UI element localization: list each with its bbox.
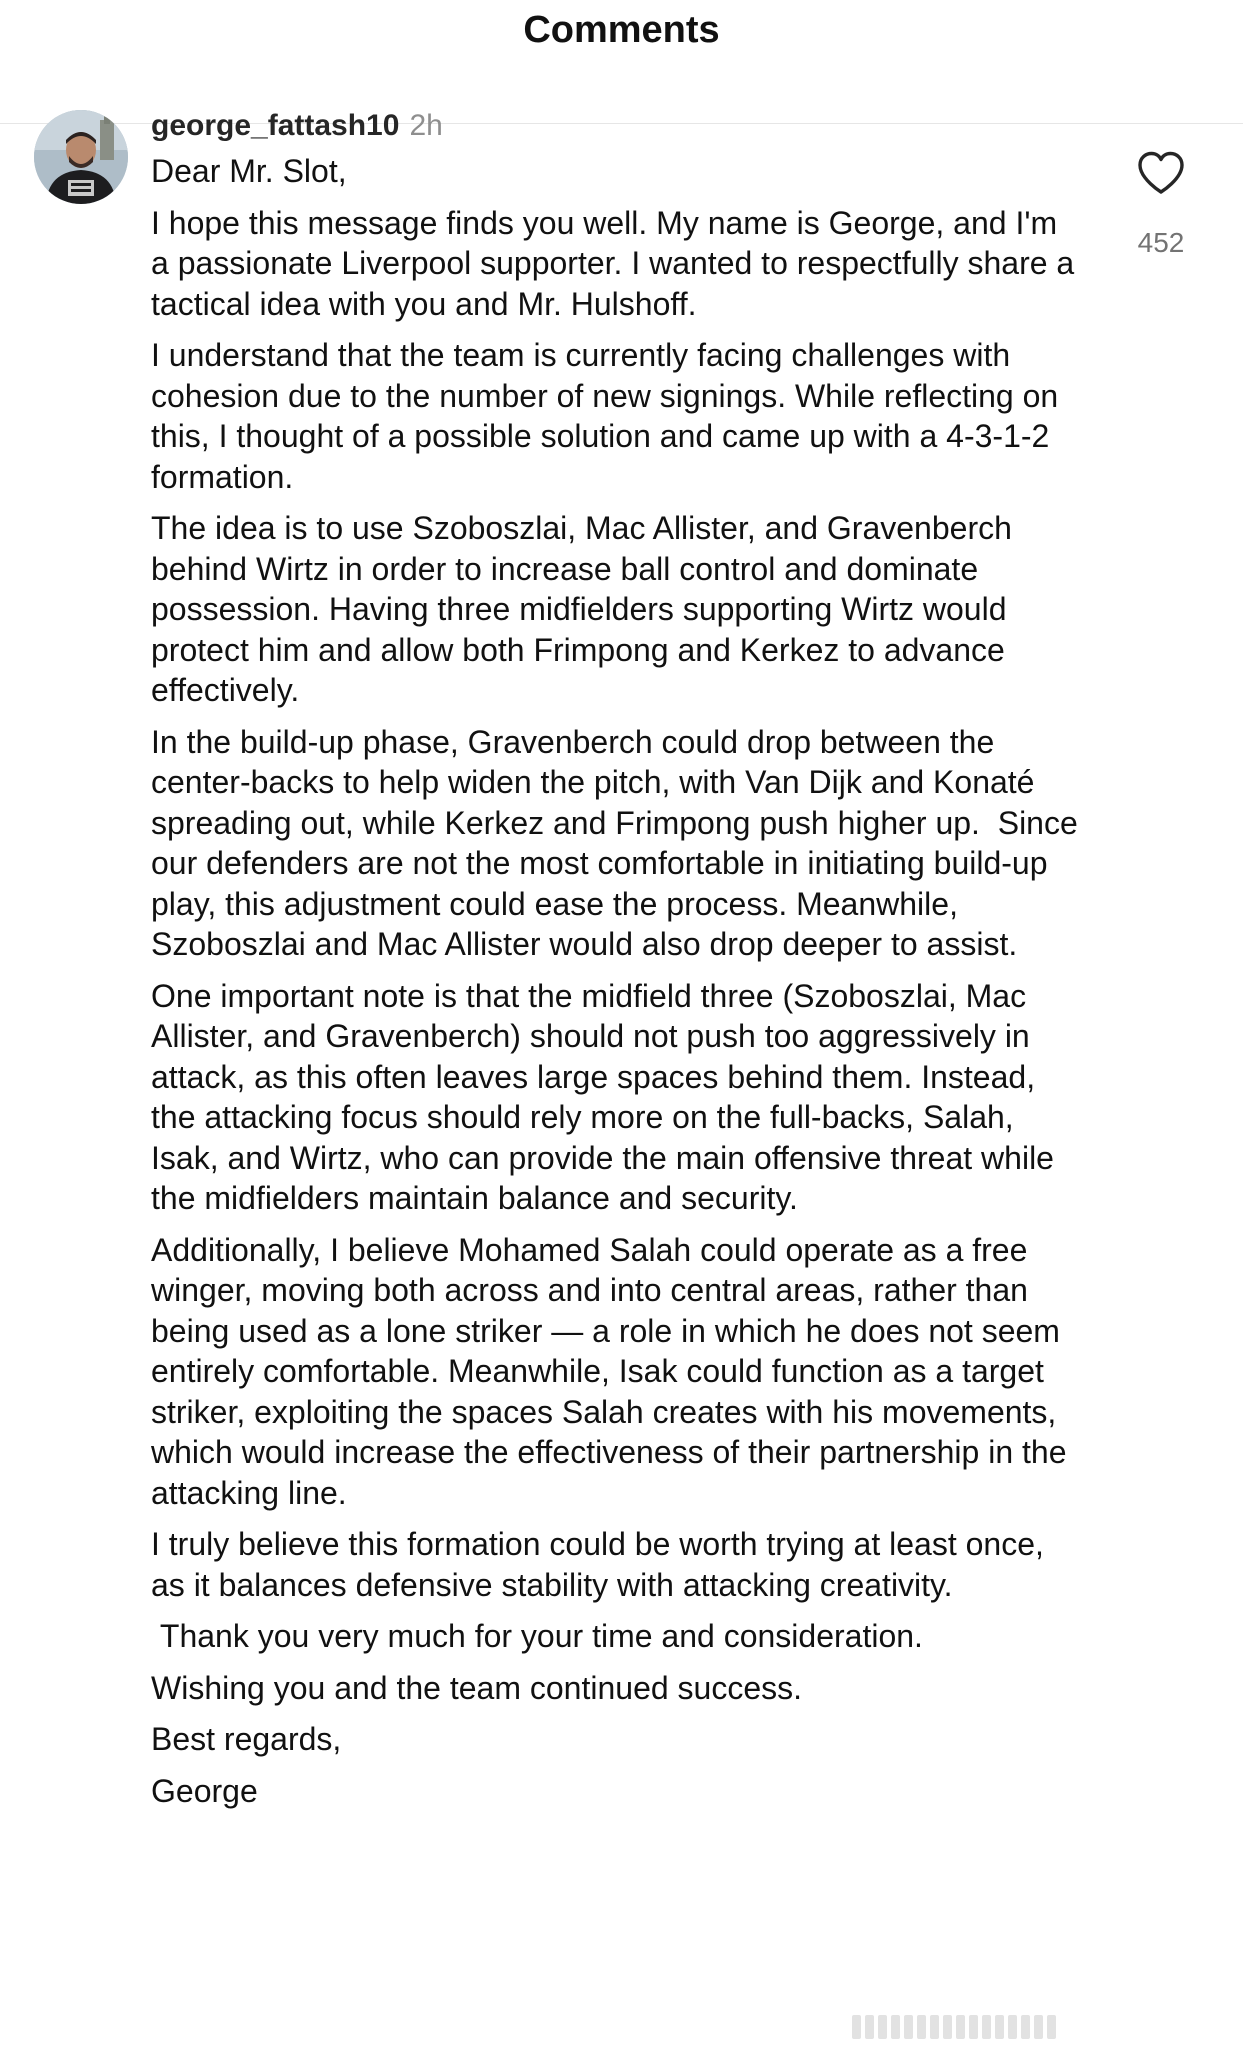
- comment-paragraph: George: [151, 1772, 258, 1809]
- comment-paragraph: Thank you very much for your time and consideration.: [151, 1618, 923, 1654]
- like-count: 452: [1137, 227, 1185, 258]
- watermark-bar: [917, 2015, 926, 2039]
- page-title: Comments: [523, 9, 720, 51]
- comment-paragraph: Wishing you and the team continued success.: [151, 1669, 803, 1706]
- like-button[interactable]: [1136, 150, 1186, 196]
- watermark-bar: [930, 2015, 939, 2039]
- watermark: [852, 2012, 1232, 2042]
- watermark-bar: [865, 2015, 874, 2039]
- watermark-bar: [1008, 2015, 1017, 2039]
- comment-paragraph: The idea is to use Szoboszlai, Mac Allister, and Gravenberch behind Wirtz in order to increase ball control and dominate possession. Having three midfielders supporting Wirtz would protect him and allow both Frimpong and Kerkez to advance effectively.: [151, 510, 1021, 708]
- comment-paragraph: I understand that the team is currently facing challenges with cohesion due to the number of new signings. While reflecting on this, I thought of a possible solution and came up with a 4-3-1-2 formation.: [151, 337, 1068, 495]
- watermark-bar: [891, 2015, 900, 2039]
- comment-paragraph: Dear Mr. Slot,: [151, 153, 347, 189]
- comment-meta: [151, 106, 443, 146]
- watermark-bar: [982, 2015, 991, 2039]
- comment-paragraph: In the build-up phase, Gravenberch could drop between the center-backs to help widen the pitch, with Van Dijk and Konaté spreading out, while Kerkez and Frimpong push higher up. Since our defenders are not the most comfortable in initiating build-up play, this adjustment could ease the process. Meanwhile, Szoboszlai and Mac Allister would also drop deeper to assist.: [151, 723, 1087, 962]
- watermark-bar: [969, 2015, 978, 2039]
- comment-paragraph: Additionally, I believe Mohamed Salah could operate as a free winger, moving both across and into central areas, rather than being used as a lone striker — a role in which he does not seem entirely comfortable. Meanwhile, Isak could function as a target striker, exploiting the spaces Salah creates with his movements, which would increase the effectiveness of their partnership in the attacking line.: [151, 1231, 1076, 1511]
- watermark-bar: [878, 2015, 887, 2039]
- comment-paragraph: I hope this message finds you well. My name is George, and I'm a passionate Liverpool supporter. I wanted to respectfully share a tactical idea with you and Mr. Hulshoff.: [151, 204, 1084, 322]
- comment-paragraph: One important note is that the midfield three (Szoboszlai, Mac Allister, and Gravenberch) should not push too aggressively in attack, as this often leaves large spaces behind them. Instead, the attacking focus should rely more on the full-backs, Salah, Isak, and Wirtz, who can provide the main offensive threat while the midfielders maintain balance and security.: [151, 977, 1063, 1216]
- avatar[interactable]: [34, 110, 128, 204]
- comment-paragraph: Best regards,: [151, 1721, 342, 1757]
- watermark-bar: [1021, 2015, 1030, 2039]
- watermark-bar: [956, 2015, 965, 2039]
- watermark-bar: [995, 2015, 1004, 2039]
- watermark-bar: [852, 2015, 861, 2039]
- watermark-bar: [1047, 2015, 1056, 2039]
- avatar-photo-icon: [34, 110, 128, 204]
- comment-username[interactable]: george_fattash10: [151, 109, 400, 142]
- heart-outline-icon: [1136, 150, 1186, 196]
- watermark-bar: [943, 2015, 952, 2039]
- comment-timestamp: 2h: [409, 109, 443, 142]
- watermark-bar: [1034, 2015, 1043, 2039]
- comment-text: [151, 151, 1087, 1822]
- watermark-bar: [904, 2015, 913, 2039]
- comment-paragraph: I truly believe this formation could be worth trying at least once, as it balances defensive stability with attacking creativity.: [151, 1526, 1053, 1603]
